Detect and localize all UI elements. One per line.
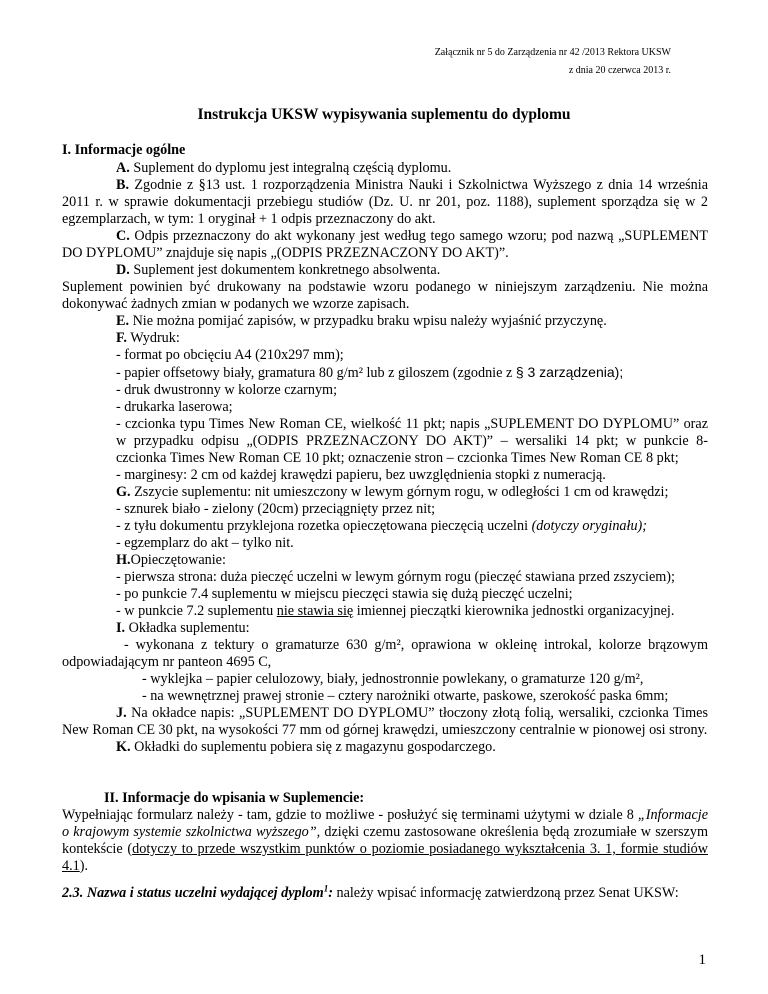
item-i: I. Okładka suplementu: [116,620,250,636]
g-rozetka: - z tyłu dokumentu przyklejona rozetka opieczętowana pieczęcią uczelni (dotyczy oryginału); [116,518,648,534]
item-d-extra: Suplement powinien być drukowany na podstawie wzoru podanego w niniejszym zarządzeniu. Nie można dokonywać żadnych zmian w podanych we wzorze zapisach. [62,279,708,312]
f-czcionka: - czcionka typu Times New Roman CE, wielkość 11 pkt; napis „SUPLEMENT DO DYPLOMU” oraz w przypadku odpisu „(ODPIS PRZEZNACZONY DO AKT)” – wersaliki 14 pkt; w punkcie 8- czcionka Times New Roman CE 10 pkt; oznaczenie stron – czcionka Times New Roman CE 8 pkt; [116,416,708,466]
item-e: E. Nie można pomijać zapisów, w przypadku braku wpisu należy wyjaśnić przyczynę. [116,313,607,329]
item-d: D. Suplement jest dokumentem konkretnego absolwenta. [116,262,441,278]
item-c: C. Odpis przeznaczony do akt wykonany jest według tego samego wzoru; pod nazwą „SUPLEMENT DO DYPLOMU” znajduje się napis „(ODPIS PRZEZNACZONY DO AKT)”. [62,228,708,261]
header-line-1: Załącznik nr 5 do Zarządzenia nr 42 /2013 Rektora UKSW [434,47,671,58]
section-2-title: II. Informacje do wpisania w Suplemencie: [104,790,365,806]
h-pierwsza: - pierwsza strona: duża pieczęć uczelni w lewym górnym rogu (pieczęć stawiana przed zszyciem); [116,569,675,585]
item-b: B. Zgodnie z §13 ust. 1 rozporządzenia Ministra Nauki i Szkolnictwa Wyższego z dnia 14 września 2011 r. w sprawie dokumentacji przebiegu studiów (Dz. U. nr 201, poz. 1188), suplement sporządza się w 2 egzemplarzach, w tym: 1 oryginał + 1 odpis przeznaczony do akt. [62,177,708,227]
item-g: G. Zszycie suplementu: nit umieszczony w lewym górnym rogu, w odległości 1 cm od krawędzi; [116,484,669,500]
document-body [62,142,708,902]
section-2-intro: Wypełniając formularz należy - tam, gdzie to możliwe - posłużyć się terminami użytymi w dziale 8 „Informacje o krajowym systemie szkolnictwa wyższego”, dzięki czemu zastosowane określenia będą zrozumiałe w szerszym kontekście (dotyczy to przede wszystkim punktów o poziomie posiadanego wykształcenia 3. 1, formie studiów 4.1). [62,807,708,874]
f-paper: - papier offsetowy biały, gramatura 80 g/m² lub z giloszem (zgodnie z § 3 zarządzenia); [116,364,624,381]
document-title: Instrukcja UKSW wypisywania suplementu do dyplomu [197,106,571,123]
item-j: J. Na okładce napis: „SUPLEMENT DO DYPLOMU” tłoczony złotą folią, wersaliki, czcionka Times New Roman CE 30 pkt, na wysokości 77 mm od górnej krawędzi, umieszczony centralnie w pionowej osi strony. [62,705,708,738]
page-number: 1 [698,952,706,968]
point-2-3: 2.3. Nazwa i status uczelni wydającej dyplom$^1$: należy wpisać informację zatwierdzoną przez Senat UKSW: [62,883,679,901]
header-line-2: z dnia 20 czerwca 2013 r. [568,65,671,76]
f-druk: - druk dwustronny w kolorze czarnym; [116,382,338,398]
item-h: H.Opieczętowanie: [116,552,226,568]
item-a: A. Suplement do dyplomu jest integralną częścią dyplomu. [116,160,452,176]
i-tektura: - wykonana z tektury o gramaturze 630 g/m², oprawiona w okleinę introkal, kolorze brązowym odpowiadającym nr panteon 4695 C, [62,637,708,670]
item-f: F. Wydruk: [116,330,180,346]
f-format: - format po obcięciu A4 (210x297 mm); [116,347,344,363]
g-egzemplarz: - egzemplarz do akt – tylko nit. [116,535,294,551]
f-marginesy: - marginesy: 2 cm od każdej krawędzi papieru, bez uwzględnienia stopki z numeracją. [116,467,606,483]
g-sznurek: - sznurek biało - zielony (20cm) przeciągnięty przez nit; [116,501,436,517]
item-k: K. Okładki do suplementu pobiera się z magazynu gospodarczego. [116,739,496,755]
f-drukarka: - drukarka laserowa; [116,399,233,415]
section-1-title: I. Informacje ogólne [62,142,186,158]
i-narozniki: - na wewnętrznej prawej stronie – cztery narożniki otwarte, paskowe, szerokość paska 6mm; [142,688,669,704]
h-p72: - w punkcie 7.2 suplementu nie stawia się imiennej pieczątki kierownika jednostki organizacyjnej. [116,603,675,619]
i-wyklejka: - wyklejka – papier celulozowy, biały, jednostronnie powlekany, o gramaturze 120 g/m², [142,671,644,687]
h-p74: - po punkcie 7.4 suplementu w miejscu pieczęci stawia się dużą pieczęć uczelni; [116,586,573,602]
attachment-header [435,44,671,80]
